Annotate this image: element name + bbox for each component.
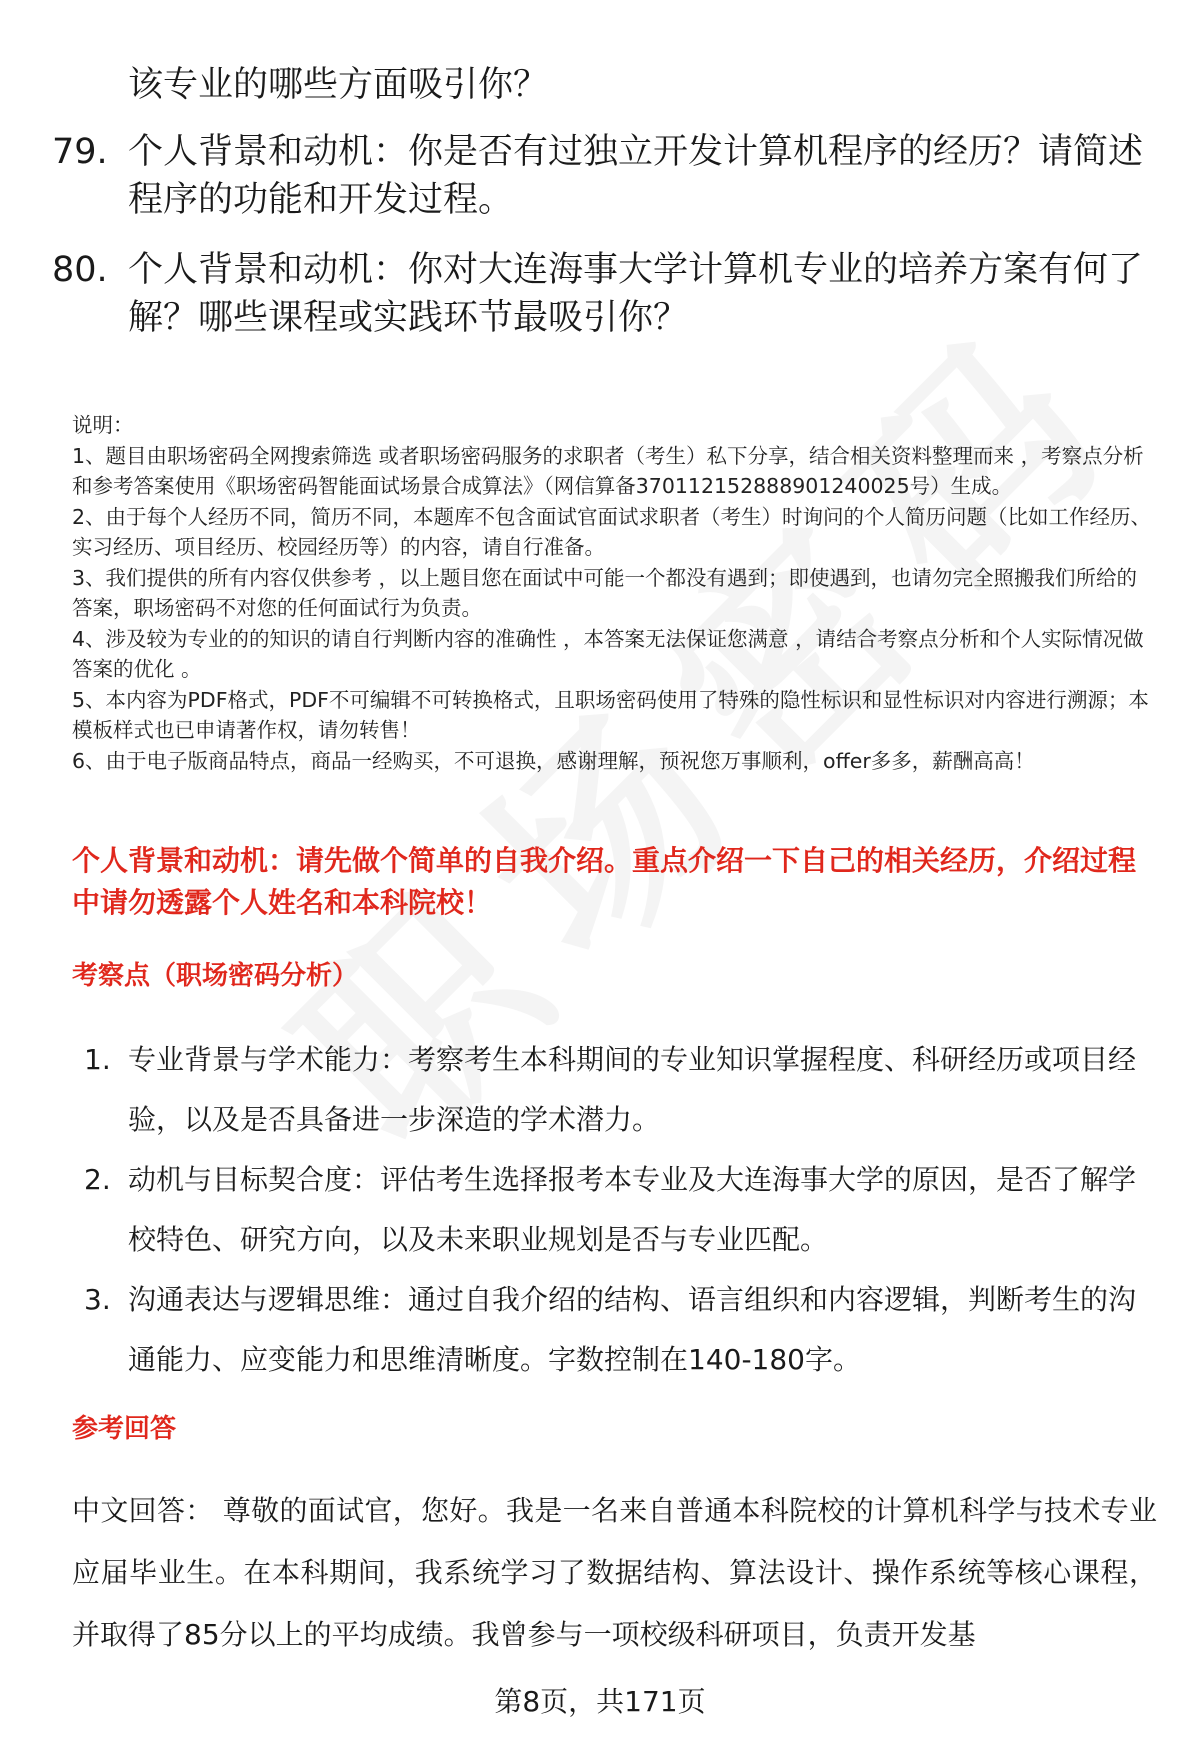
question-item [52,128,1152,224]
note-item: 6、由于电子版商品特点，商品一经购买，不可退换，感谢理解，预祝您万事顺利，offer多多，薪酬高高！ [72,748,1035,773]
point-number: 3. [84,1283,111,1316]
page-footer: 第8页，共171页 [494,1685,706,1718]
point-text: 沟通表达与逻辑思维：通过自我介绍的结构、语言组织和内容逻辑，判断考生的沟通能力、应变能力和思维清晰度。字数控制在140-180字。 [128,1283,1137,1376]
note-item: 2、由于每个人经历不同，简历不同，本题库不包含面试官面试求职者（考生）时询问的个人简历问题（比如工作经历、实习经历、项目经历、校园经历等）的内容，请自行准备。 [72,504,1152,559]
question-text: 个人背景和动机：你是否有过独立开发计算机程序的经历？请简述程序的功能和开发过程。 [128,132,1144,220]
notes-title: 说明： [72,413,134,437]
analysis-heading: 考察点（职场密码分析） [72,961,359,991]
note-item: 1、题目由职场密码全网搜索筛选 或者职场密码服务的求职者（考生）私下分享，结合相关资料整理而来 ，考察点分析和参考答案使用《职场密码智能面试场景合成算法》（网信算备370112152888901240025号）生成。 [72,443,1144,498]
note-item: 5、本内容为PDF格式，PDF不可编辑不可转换格式，且职场密码使用了特殊的隐性标识和显性标识对内容进行溯源；本模板样式也已申请著作权，请勿转售！ [72,687,1149,742]
analysis-point [72,1030,1152,1150]
analysis-points [72,1030,1152,1390]
notes-section [72,410,1152,776]
reference-answer: 中文回答： 尊敬的面试官，您好。我是一名来自普通本科院校的计算机科学与技术专业应届毕业生。在本科期间，我系统学习了数据结构、算法设计、操作系统等核心课程，并取得了85分以上的平均成绩。我曾参与一项校级科研项目，负责开发基 [72,1494,1157,1651]
point-number: 2. [84,1163,111,1196]
question-text: 个人背景和动机：你对大连海事大学计算机专业的培养方案有何了解？哪些课程或实践环节最吸引你？ [128,250,1144,338]
reference-heading: 参考回答 [72,1414,177,1444]
question-number: 80. [52,250,108,290]
point-text: 动机与目标契合度：评估考生选择报考本专业及大连海事大学的原因，是否了解学校特色、研究方向，以及未来职业规划是否与专业匹配。 [128,1163,1137,1256]
analysis-point [72,1150,1152,1270]
point-number: 1. [84,1043,111,1076]
question-item [52,246,1152,342]
analysis-point [72,1270,1152,1390]
point-text: 专业背景与学术能力：考察考生本科期间的专业知识掌握程度、科研经历或项目经验，以及是否具备进一步深造的学术潜力。 [128,1043,1137,1136]
question-number: 79. [52,132,108,172]
question-continuation: 该专业的哪些方面吸引你？ [128,65,549,105]
note-item: 4、涉及较为专业的的知识的请自行判断内容的准确性 ，本答案无法保证您满意 ，请结合考察点分析和个人实际情况做答案的优化 。 [72,626,1144,681]
note-item: 3、我们提供的所有内容仅供参考 ，以上题目您在面试中可能一个都没有遇到；即使遇到，也请勿完全照搬我们所给的答案，职场密码不对您的任何面试行为负责。 [72,565,1138,620]
current-question: 个人背景和动机：请先做个简单的自我介绍。重点介绍一下自己的相关经历，介绍过程中请勿透露个人姓名和本科院校！ [72,844,1137,919]
